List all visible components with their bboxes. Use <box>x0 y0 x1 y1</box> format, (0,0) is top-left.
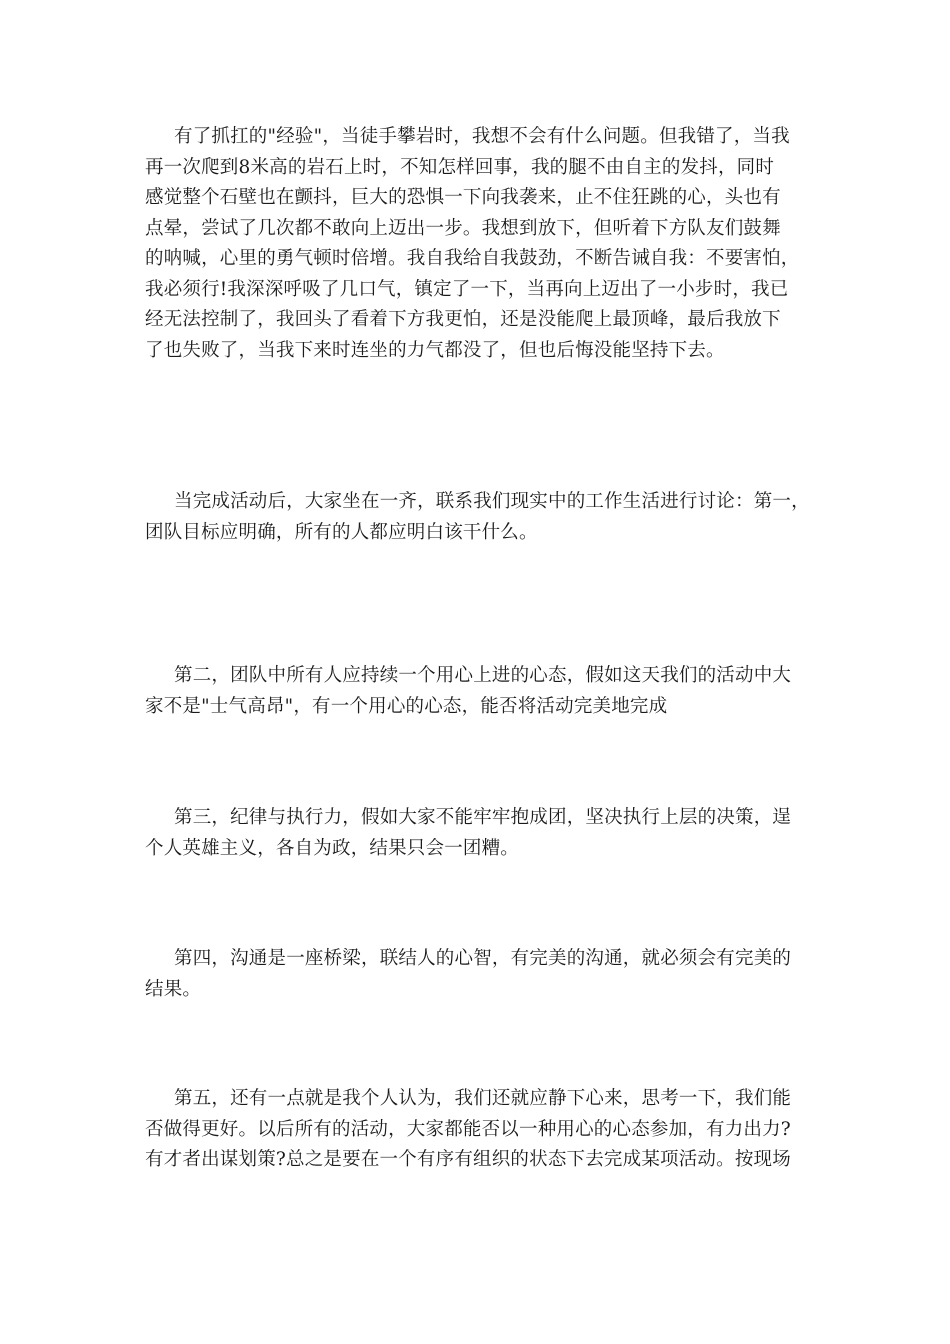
text-line: 了也失败了，当我下来时连坐的力气都没了，但也后悔没能坚持下去。 <box>145 339 725 361</box>
text-line: 感觉整个石壁也在颤抖，巨大的恐惧一下向我袭来，止不住狂跳的心，头也有 <box>145 187 781 208</box>
text-line: 家不是"士气高昂"，有一个用心的心态，能否将活动完美地完成 <box>145 695 668 717</box>
text-line: 当完成活动后，大家坐在一齐，联系我们现实中的工作生活进行讨论：第一， <box>174 491 810 512</box>
paragraph-second-point <box>145 661 825 722</box>
text-line: 结果。 <box>145 978 202 1000</box>
text-line: 否做得更好。以后所有的活动，大家都能否以一种用心的心态参加，有力出力? <box>145 1118 791 1140</box>
text-line: 再一次爬到8米高的岩石上时，不知怎样回事，我的腿不由自主的发抖，同时 <box>145 156 775 178</box>
paragraph-climbing-experience <box>145 122 825 366</box>
paragraph-fourth-point <box>145 944 825 1005</box>
text-line: 有了抓扛的"经验"，当徒手攀岩时，我想不会有什么问题。但我错了，当我 <box>174 126 790 147</box>
text-line: 第二，团队中所有人应持续一个用心上进的心态，假如这天我们的活动中大 <box>174 665 792 686</box>
paragraph-third-point <box>145 803 825 864</box>
text-line: 点晕，尝试了几次都不敢向上迈出一步。我想到放下，但听着下方队友们鼓舞 <box>145 217 781 239</box>
text-line: 第五，还有一点就是我个人认为，我们还就应静下心来，思考一下，我们能 <box>174 1088 792 1109</box>
paragraph-fifth-point <box>145 1084 825 1176</box>
text-line: 团队目标应明确，所有的人都应明白该干什么。 <box>145 521 538 543</box>
text-line: 第四，沟通是一座桥梁，联结人的心智，有完美的沟通，就必须会有完美的 <box>174 948 792 969</box>
text-line: 第三，纪律与执行力，假如大家不能牢牢抱成团，坚决执行上层的决策，逞 <box>174 807 792 828</box>
text-line: 经无法控制了，我回头了看着下方我更怕，还是没能爬上最顶峰，最后我放下 <box>145 309 781 330</box>
text-line: 个人英雄主义，各自为政，结果只会一团糟。 <box>145 837 520 859</box>
text-line: 有才者出谋划策?总之是要在一个有序有组织的状态下去完成某项活动。按现场 <box>145 1149 791 1170</box>
text-line: 的呐喊，心里的勇气顿时倍增。我自我给自我鼓劲，不断告诫自我：不要害怕， <box>145 248 800 269</box>
paragraph-discussion-first <box>145 487 825 548</box>
text-line: 我必须行!我深深呼吸了几口气，镇定了一下，当再向上迈出了一小步时，我已 <box>145 278 789 300</box>
